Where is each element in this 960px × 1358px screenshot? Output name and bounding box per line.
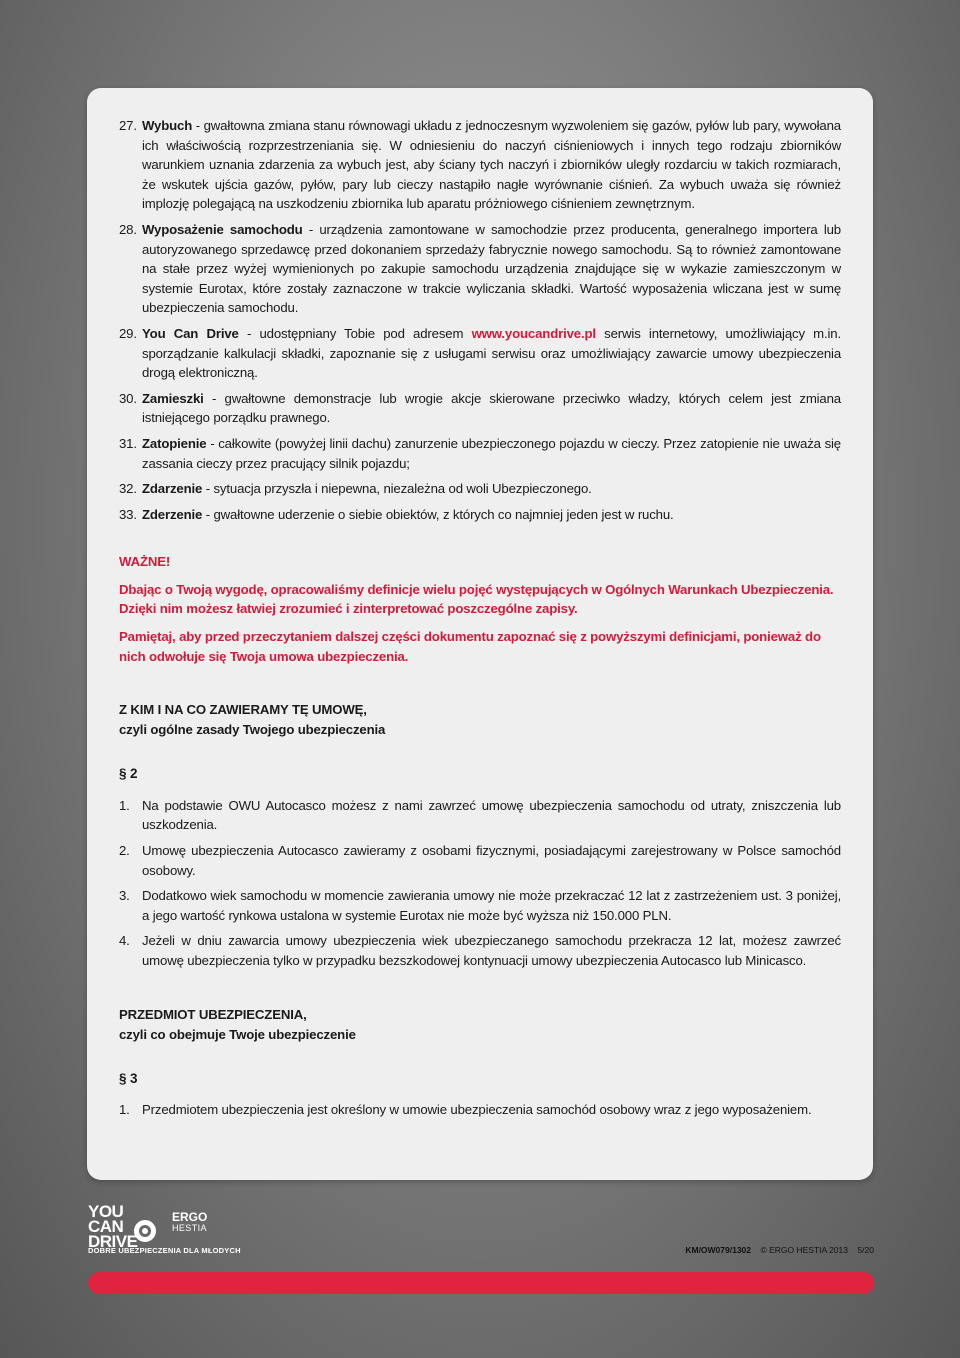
copyright: © ERGO HESTIA 2013 [760, 1245, 848, 1255]
definition-31 [119, 434, 841, 473]
section-subtitle: czyli ogólne zasady Twojego ubezpieczenia [119, 722, 386, 738]
you-can-drive-logo [88, 1204, 238, 1264]
hestia-brand: HESTIA [172, 1223, 207, 1233]
list-item [119, 796, 841, 835]
item-number: 1. [119, 1102, 130, 1118]
item-number: 28. [119, 221, 137, 237]
definition-term: Wyposażenie samochodu [142, 221, 303, 237]
definition-term: Zdarzenie [142, 481, 203, 497]
definition-term: Wybuch [142, 118, 193, 133]
notice-title: WAŻNE! [119, 554, 171, 570]
footer-info [660, 1245, 874, 1255]
item-number: 1. [119, 797, 130, 813]
definition-text: - sytuacja przyszła i niepewna, niezależna od woli Ubezpieczonego. [202, 481, 592, 497]
item-number: 30. [119, 390, 137, 406]
item-text: Dodatkowo wiek samochodu w momencie zawierania umowy nie może przekraczać 12 lat z zastrzeżeniem ust. 3 poniżej, a jego wartość rynkowa ustalona w systemie Eurotax nie może być wyższa niż 150.000 PLN. [142, 888, 841, 923]
item-number: 4. [119, 933, 130, 949]
list-item [119, 1100, 841, 1120]
document-card [87, 88, 873, 1180]
definition-term: Zderzenie [142, 506, 203, 522]
logo-wordmark: YOU CAN DRIVE [88, 1202, 138, 1251]
page-footer [0, 1196, 960, 1280]
list-item [119, 886, 841, 925]
section-heading [119, 700, 841, 740]
page-number: 5/20 [857, 1245, 874, 1255]
item-number: 33. [119, 506, 137, 522]
ergo-brand: ERGO [172, 1210, 208, 1224]
paragraph-symbol: § 2 [119, 766, 138, 782]
notice-paragraph: Pamiętaj, aby przed przeczytaniem dalszej części dokumentu zapoznać się z powyższymi definicjami, ponieważ do nich odwołuje się Twoja umowa ubezpieczenia. [119, 629, 821, 664]
document-content [119, 116, 841, 1126]
definition-text: serwis internetowy, umożliwiający m.in. sporządzanie kalkulacji składki, zapoznanie się z usługami serwisu oraz umożliwiający zawarcie umowy ubezpieczenia drogą elektroniczną. [142, 325, 841, 381]
item-number: 3. [119, 888, 130, 904]
definition-term: You Can Drive [142, 325, 239, 341]
section-heading [119, 1005, 841, 1045]
definition-30 [119, 389, 841, 428]
document-code: KM/OW079/1302 [685, 1245, 752, 1255]
item-number: 2. [119, 843, 130, 859]
item-number: 29. [119, 325, 137, 341]
item-number: 27. [119, 118, 137, 133]
definition-term: Zamieszki [142, 390, 204, 406]
list-item [119, 841, 841, 880]
definition-text: - gwałtowna zmiana stanu równowagi układu z jednoczesnym wyzwoleniem się gazów, pyłów lub pary, wywołana ich właściwością rozprzestrzeniania się. W odniesieniu do naczyń ciśnieniowych i innych tego rodzaju zbiorników warunkiem uznania zdarzenia za wybuch jest, aby ściany tych naczyń i zbiorników uległy rozdarciu w takich rozmiarach, że wskutek ujścia gazów, pyłów, pary lub cieczy nastąpiło nagłe wyrównanie ciśnień. Za wybuch uważa się również implozję polegającą na uszkodzeniu zbiornika lub aparatu próżniowego ciśnieniem zewnętrznym. [142, 118, 841, 212]
section-subtitle: czyli co obejmuje Twoje ubezpieczenie [119, 1026, 356, 1042]
item-text: Przedmiotem ubezpieczenia jest określony w umowie ubezpieczenia samochód osobowy wraz z jego wyposażeniem. [142, 1102, 812, 1118]
red-footer-bar [88, 1272, 874, 1294]
item-number: 32. [119, 481, 137, 497]
definition-text: - urządzenia zamontowane w samochodzie przez producenta, generalnego importera lub autoryzowanego sprzedawcę przed dokonaniem sprzedaży fabrycznie nowego samochodu. Są to również zamontowane na stałe przez wyżej wymienionych po zakupie samochodu urządzenia znajdujące się w wykazie zamieszczonym w systemie Eurotax, które zostały zaznaczone w trakcie wyliczania składki. Wartość wyposażenia wliczana jest w sumę ubezpieczenia samochodu. [142, 221, 841, 316]
notice-paragraph: Dbając o Twoją wygodę, opracowaliśmy definicje wielu pojęć występujących w Ogólnych Warunkach Ubezpieczenia. Dzięki nim możesz łatwiej zrozumieć i zinterpretować poszczególne zapisy. [119, 581, 834, 617]
website-link[interactable]: www.youcandrive.pl [471, 325, 596, 341]
item-text: Na podstawie OWU Autocasco możesz z nami zawrzeć umowę ubezpieczenia samochodu od utraty, zniszczenia lub uszkodzenia. [142, 797, 841, 833]
definition-term: Zatopienie [142, 435, 207, 451]
list-item [119, 931, 841, 970]
definition-32 [119, 479, 841, 499]
ring-icon [134, 1220, 156, 1242]
section-title: Z KIM I NA CO ZAWIERAMY TĘ UMOWĘ, [119, 702, 367, 718]
definition-33 [119, 505, 841, 525]
definition-text: - gwałtowne demonstracje lub wrogie akcje skierowane przeciwko władzy, których celem jest zmiana istniejącego porządku prawnego. [142, 390, 841, 426]
paragraph-symbol: § 3 [119, 1070, 138, 1086]
definition-29 [119, 324, 841, 383]
definition-28 [119, 220, 841, 318]
definition-text: - udostępniany Tobie pod adresem [238, 325, 472, 341]
item-text: Jeżeli w dniu zawarcia umowy ubezpieczenia wiek ubezpieczanego samochodu przekracza 12 lat, możesz zawrzeć umowę ubezpieczenia tylko w przypadku bezszkodowej kontynuacji umowy ubezpieczenia Autocasco lub Minicasco. [142, 933, 841, 968]
item-text: Umowę ubezpieczenia Autocasco zawieramy z osobami fizycznymi, posiadającymi zarejestrowany w Polsce samochód osobowy. [142, 843, 841, 878]
definition-27 [119, 116, 841, 214]
definition-text: - całkowite (powyżej linii dachu) zanurzenie ubezpieczonego pojazdu w cieczy. Przez zatopienie nie uważa się zassania cieczy przez pracujący silnik pojazdu; [142, 435, 841, 471]
tagline: DOBRE UBEZPIECZENIA DLA MŁODYCH [88, 1246, 241, 1255]
item-number: 31. [119, 435, 137, 451]
definition-text: - gwałtowne uderzenie o siebie obiektów, z których co najmniej jeden jest w ruchu. [202, 506, 674, 522]
section-title: PRZEDMIOT UBEZPIECZENIA, [119, 1006, 307, 1022]
